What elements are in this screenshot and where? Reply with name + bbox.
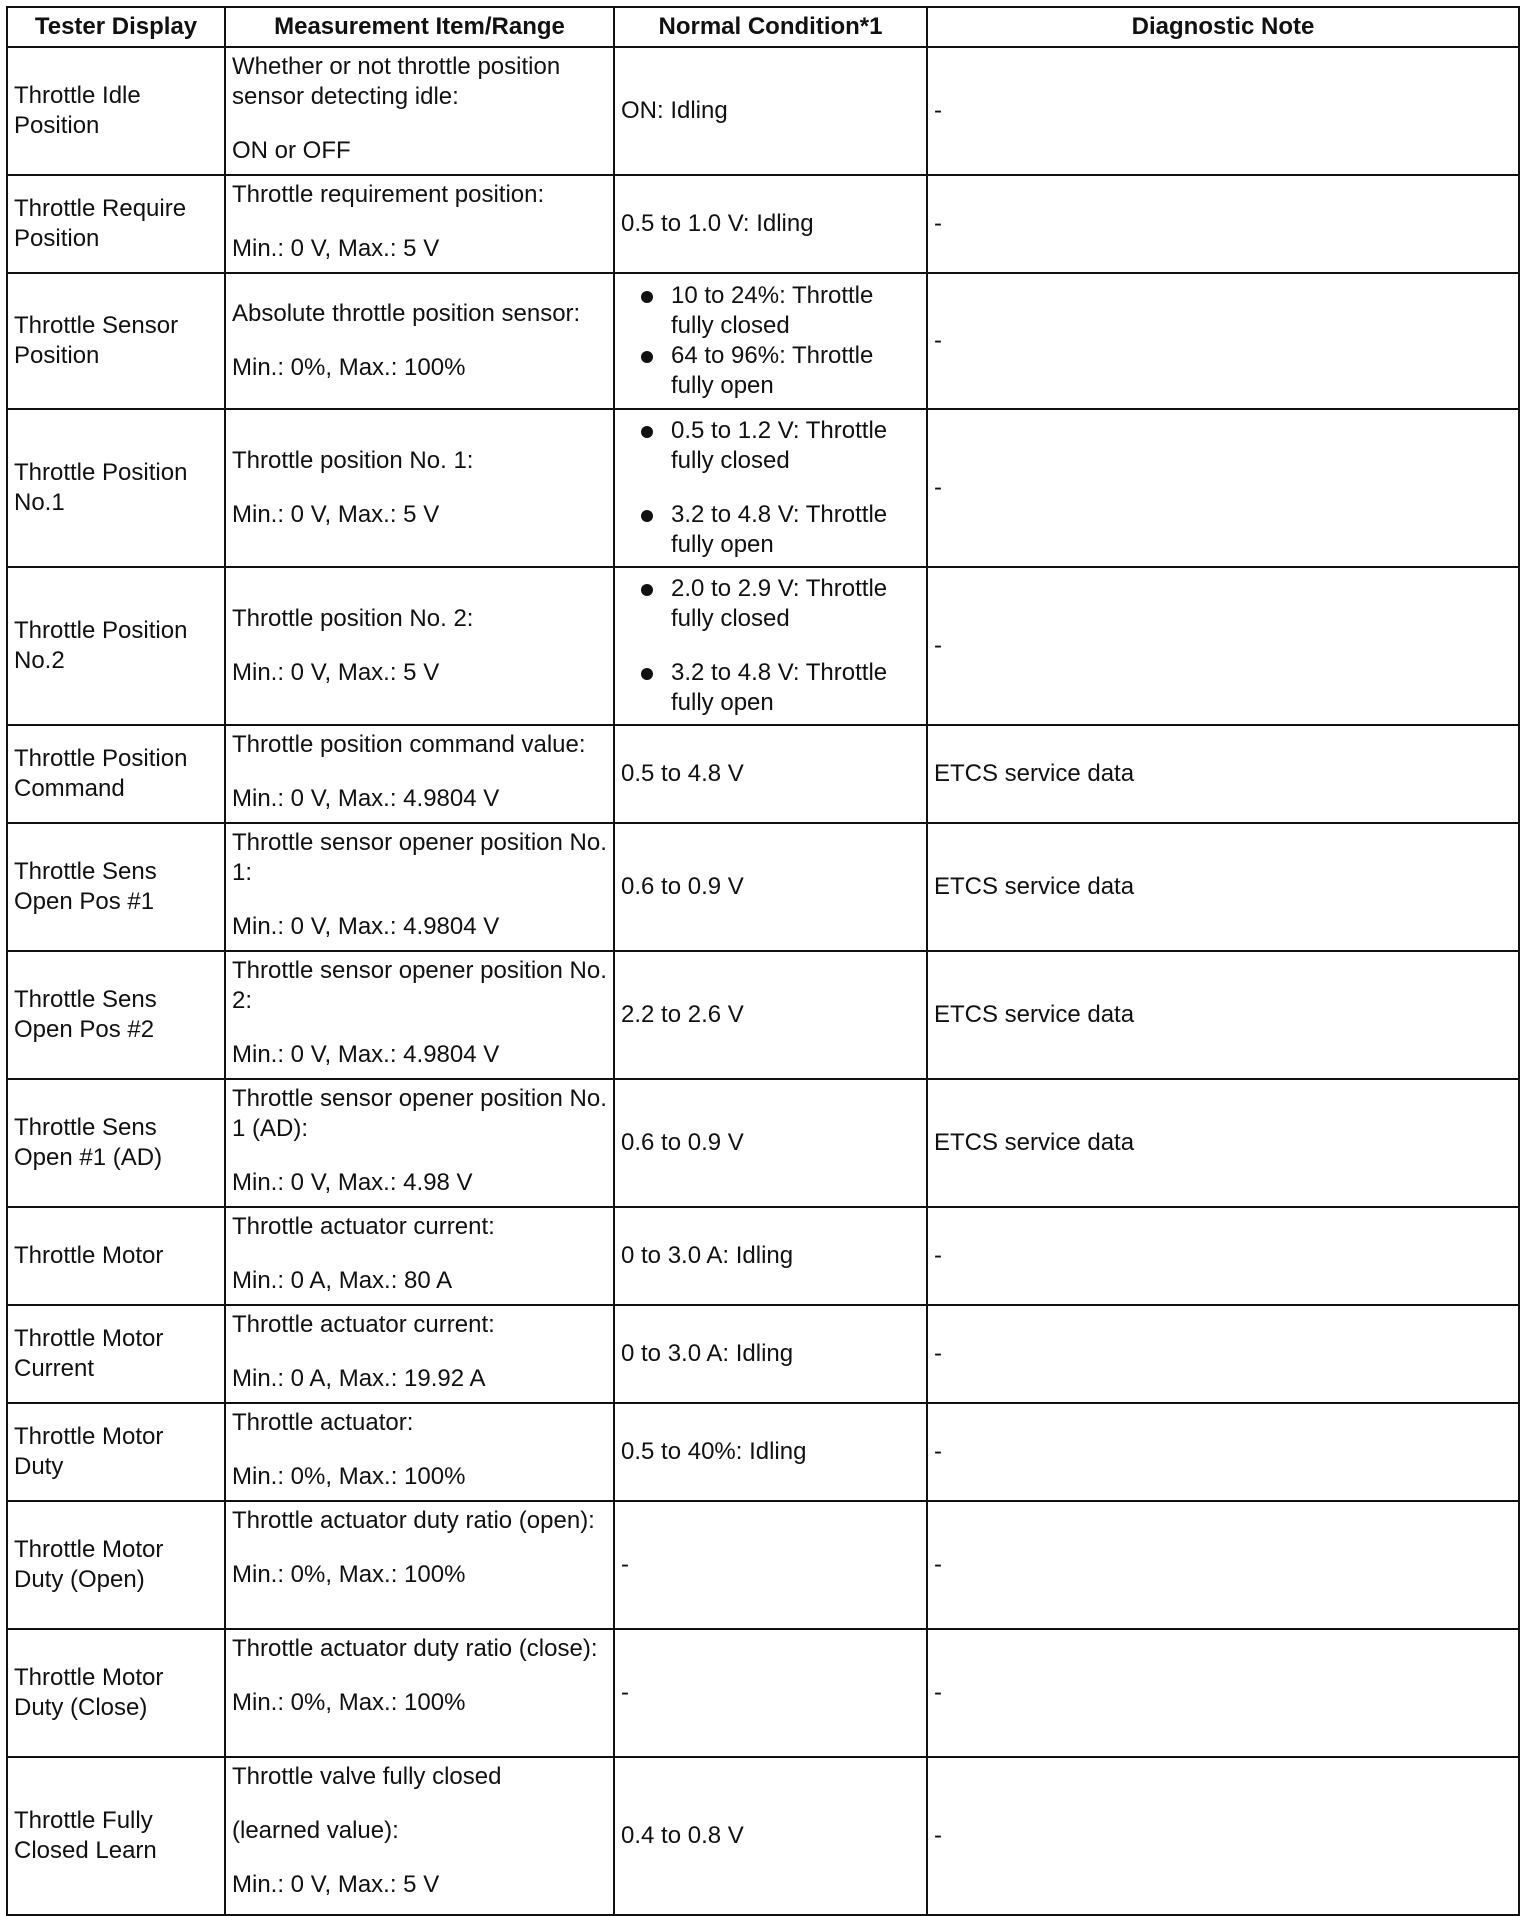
measurement-range: Min.: 0%, Max.: 100% — [232, 354, 466, 381]
tester-display-cell: Throttle Position Command — [7, 725, 225, 823]
table-row — [7, 1501, 1519, 1629]
diagnostic-note-cell: - — [927, 1305, 1519, 1403]
measurement-range: ON or OFF — [232, 137, 351, 164]
header-row — [7, 7, 1519, 47]
measurement-cell — [225, 1079, 614, 1207]
measurement-cell — [225, 1207, 614, 1305]
measurement-line: Throttle position No. 1: — [232, 447, 474, 474]
list-item: 3.2 to 4.8 V: Throttle fully open — [621, 500, 920, 560]
table-row — [7, 1629, 1519, 1757]
measurement-line: Throttle actuator: — [232, 1409, 414, 1436]
list-item: 10 to 24%: Throttle fully closed — [621, 281, 920, 341]
normal-condition-list — [621, 416, 920, 560]
list-item: 64 to 96%: Throttle fully open — [621, 341, 920, 401]
measurement-line: Throttle sensor opener position No. 1 (AD): — [232, 1085, 607, 1142]
table-row — [7, 1207, 1519, 1305]
measurement-line: Throttle valve fully closed — [232, 1763, 502, 1790]
normal-condition-cell: 0.6 to 0.9 V — [614, 1079, 927, 1207]
measurement-line: Throttle requirement position: — [232, 181, 545, 208]
measurement-line: Throttle actuator duty ratio (open): — [232, 1507, 595, 1534]
measurement-range: Min.: 0 V, Max.: 4.9804 V — [232, 913, 500, 940]
normal-condition-cell — [614, 567, 927, 725]
normal-condition-cell: - — [614, 1629, 927, 1757]
diagnostic-note-cell: - — [927, 567, 1519, 725]
measurement-range: Min.: 0 V, Max.: 4.98 V — [232, 1169, 473, 1196]
diagnostic-note-cell: - — [927, 273, 1519, 409]
diagnostic-note-cell: ETCS service data — [927, 823, 1519, 951]
measurement-range: Min.: 0%, Max.: 100% — [232, 1561, 466, 1588]
diagnostic-note-cell: - — [927, 1629, 1519, 1757]
measurement-line: Throttle actuator current: — [232, 1213, 495, 1240]
tester-display-cell: Throttle Sensor Position — [7, 273, 225, 409]
measurement-line: Throttle position No. 2: — [232, 605, 474, 632]
normal-condition-cell: 0.5 to 40%: Idling — [614, 1403, 927, 1501]
normal-condition-cell: 0.5 to 4.8 V — [614, 725, 927, 823]
measurement-cell — [225, 725, 614, 823]
tester-display-cell: Throttle Motor — [7, 1207, 225, 1305]
normal-condition-cell: 0.4 to 0.8 V — [614, 1757, 927, 1915]
normal-condition-cell: 0.6 to 0.9 V — [614, 823, 927, 951]
measurement-range: Min.: 0 V, Max.: 4.9804 V — [232, 1041, 500, 1068]
tester-display-cell: Throttle Sens Open Pos #2 — [7, 951, 225, 1079]
list-item: 3.2 to 4.8 V: Throttle fully open — [621, 658, 920, 718]
table-row — [7, 409, 1519, 567]
tester-display-cell: Throttle Position No.1 — [7, 409, 225, 567]
measurement-cell — [225, 1305, 614, 1403]
tester-display-cell: Throttle Motor Duty — [7, 1403, 225, 1501]
normal-condition-list — [621, 574, 920, 718]
header-tester-display: Tester Display — [7, 7, 225, 47]
diagnostic-note-cell: - — [927, 1757, 1519, 1915]
diagnostic-note-cell: - — [927, 409, 1519, 567]
measurement-cell — [225, 1403, 614, 1501]
diagnostic-note-cell: - — [927, 1403, 1519, 1501]
measurement-cell — [225, 823, 614, 951]
measurement-range: Min.: 0%, Max.: 100% — [232, 1689, 466, 1716]
measurement-line: Throttle position command value: — [232, 731, 586, 758]
normal-condition-cell: 0 to 3.0 A: Idling — [614, 1207, 927, 1305]
table-row — [7, 1403, 1519, 1501]
measurement-range: Min.: 0 V, Max.: 5 V — [232, 235, 440, 262]
diagnostic-note-cell: - — [927, 1207, 1519, 1305]
measurement-range: Min.: 0 V, Max.: 5 V — [232, 659, 440, 686]
measurement-cell — [225, 1757, 614, 1915]
list-item: 0.5 to 1.2 V: Throttle fully closed — [621, 416, 920, 476]
measurement-cell — [225, 567, 614, 725]
normal-condition-cell: - — [614, 1501, 927, 1629]
measurement-range: Min.: 0 V, Max.: 4.9804 V — [232, 785, 500, 812]
tester-display-cell: Throttle Position No.2 — [7, 567, 225, 725]
tester-display-cell: Throttle Sens Open #1 (AD) — [7, 1079, 225, 1207]
normal-condition-cell: 2.2 to 2.6 V — [614, 951, 927, 1079]
measurement-line: Throttle actuator current: — [232, 1311, 495, 1338]
measurement-cell — [225, 1501, 614, 1629]
diagnostic-note-cell: ETCS service data — [927, 1079, 1519, 1207]
normal-condition-cell — [614, 409, 927, 567]
tester-display-cell: Throttle Fully Closed Learn — [7, 1757, 225, 1915]
measurement-line: Absolute throttle position sensor: — [232, 300, 581, 327]
normal-condition-list — [621, 281, 920, 401]
measurement-cell — [225, 175, 614, 273]
header-diagnostic-note: Diagnostic Note — [927, 7, 1519, 47]
table-row — [7, 725, 1519, 823]
measurement-cell — [225, 409, 614, 567]
measurement-range: Min.: 0 V, Max.: 5 V — [232, 1871, 440, 1898]
tester-display-cell: Throttle Require Position — [7, 175, 225, 273]
diagnostic-note-cell: ETCS service data — [927, 951, 1519, 1079]
normal-condition-cell: 0.5 to 1.0 V: Idling — [614, 175, 927, 273]
measurement-range: Min.: 0 V, Max.: 5 V — [232, 501, 440, 528]
normal-condition-cell: 0 to 3.0 A: Idling — [614, 1305, 927, 1403]
measurement-line: Throttle sensor opener position No. 1: — [232, 829, 607, 886]
measurement-cell — [225, 1629, 614, 1757]
table-row — [7, 273, 1519, 409]
measurement-range: Min.: 0%, Max.: 100% — [232, 1463, 466, 1490]
normal-condition-cell — [614, 273, 927, 409]
list-item: 2.0 to 2.9 V: Throttle fully closed — [621, 574, 920, 634]
measurement-cell — [225, 951, 614, 1079]
measurement-range: Min.: 0 A, Max.: 19.92 A — [232, 1365, 486, 1392]
table-row — [7, 1079, 1519, 1207]
header-measurement-item: Measurement Item/Range — [225, 7, 614, 47]
measurement-cell — [225, 47, 614, 175]
table-row — [7, 823, 1519, 951]
diagnostic-note-cell: - — [927, 47, 1519, 175]
diagnostic-note-cell: ETCS service data — [927, 725, 1519, 823]
measurement-range: Min.: 0 A, Max.: 80 A — [232, 1267, 453, 1294]
measurement-line: Throttle sensor opener position No. 2: — [232, 957, 607, 1014]
tester-display-cell: Throttle Motor Duty (Close) — [7, 1629, 225, 1757]
tester-display-cell: Throttle Sens Open Pos #1 — [7, 823, 225, 951]
tester-display-cell: Throttle Motor Duty (Open) — [7, 1501, 225, 1629]
data-list-table — [6, 6, 1520, 1916]
table-row — [7, 47, 1519, 175]
table-row — [7, 951, 1519, 1079]
table-row — [7, 175, 1519, 273]
table-row — [7, 567, 1519, 725]
tester-display-cell: Throttle Idle Position — [7, 47, 225, 175]
diagnostic-note-cell: - — [927, 1501, 1519, 1629]
measurement-line: Throttle actuator duty ratio (close): — [232, 1635, 598, 1662]
diagnostic-note-cell: - — [927, 175, 1519, 273]
measurement-line: (learned value): — [232, 1817, 399, 1844]
normal-condition-cell: ON: Idling — [614, 47, 927, 175]
table-row — [7, 1757, 1519, 1915]
tester-display-cell: Throttle Motor Current — [7, 1305, 225, 1403]
table-row — [7, 1305, 1519, 1403]
measurement-line: Whether or not throttle position sensor detecting idle: — [232, 53, 561, 110]
header-normal-condition: Normal Condition*1 — [614, 7, 927, 47]
measurement-cell — [225, 273, 614, 409]
